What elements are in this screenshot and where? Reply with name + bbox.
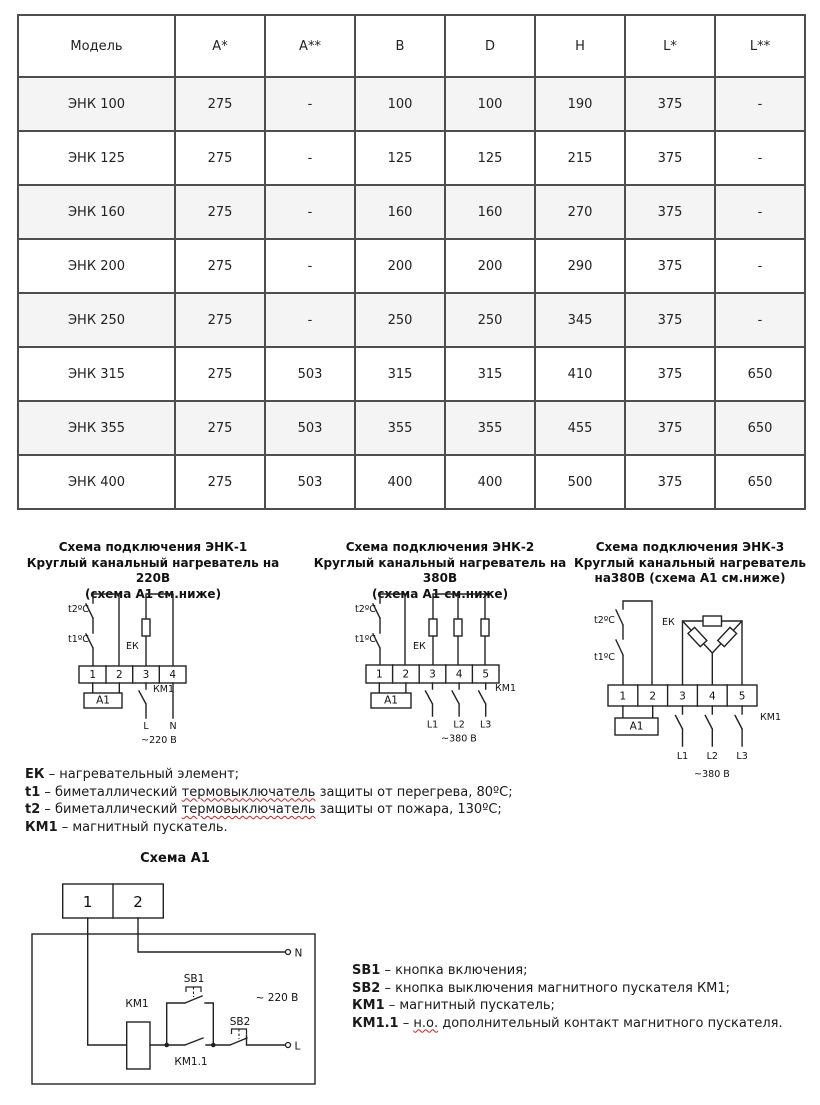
components-legend: [25, 766, 525, 836]
header-row: [18, 15, 805, 77]
table-row: [18, 455, 805, 509]
legend-sep: –: [380, 980, 396, 996]
scheme-a1-diagram: [25, 874, 325, 1094]
phase-label: L3: [480, 719, 492, 731]
legend-pre: нагревательный элемент;: [59, 767, 240, 782]
model-cell: ЭНК 250: [18, 293, 175, 347]
dimension-cell: 275: [175, 131, 265, 185]
dimension-cell: 275: [175, 347, 265, 401]
neutral-terminal-circle: [286, 950, 291, 955]
dimension-cell: 275: [175, 185, 265, 239]
legend-wavy: термовыключатель: [181, 784, 316, 800]
voltage-label: ~220 В: [141, 735, 177, 746]
t2-label: t2ºC: [68, 604, 89, 615]
legend-line: [352, 962, 792, 980]
dimension-cell: 650: [715, 401, 805, 455]
ek-label: ЕК: [126, 641, 139, 652]
neutral-label: N: [169, 721, 177, 732]
dimension-cell: 200: [355, 239, 445, 293]
sb2-label: SB2: [229, 1016, 251, 1028]
legend-post: защиты от перегрева, 80ºС;: [315, 784, 513, 800]
model-cell: ЭНК 400: [18, 455, 175, 509]
legend-pre: кнопка выключения магнитного пускателя КМ1;: [395, 980, 731, 996]
a1-stubs: [379, 683, 406, 693]
dimension-cell: 100: [355, 77, 445, 131]
dimension-cell: 650: [715, 455, 805, 509]
dimension-cell: 375: [625, 347, 715, 401]
heater-element-icon: [718, 627, 737, 646]
legend-post: защиты от пожара, 130ºС;: [315, 802, 502, 817]
table-row: [18, 347, 805, 401]
ek-label: ЕК: [413, 641, 426, 652]
header-b: B: [355, 15, 445, 77]
legend-pre: биметаллический: [55, 784, 182, 800]
dimension-cell: 375: [625, 185, 715, 239]
phase-label: L2: [706, 751, 718, 762]
terminal-number: 2: [115, 669, 123, 681]
heater-element-icon: [429, 619, 437, 636]
legend-sep: –: [380, 963, 396, 978]
table-row: [18, 401, 805, 455]
terminal-number: 5: [738, 690, 746, 703]
legend-term: ЕК: [25, 767, 45, 782]
dimension-cell: 250: [445, 293, 535, 347]
dimension-cell: 503: [265, 347, 355, 401]
enk2-schematic: [345, 588, 545, 753]
model-cell: ЭНК 100: [18, 77, 175, 131]
phase-l-label: L: [143, 721, 149, 732]
legend-sep: –: [57, 819, 73, 835]
terminal-number: 5: [482, 668, 490, 681]
legend-term: SB1: [352, 963, 381, 978]
terminal-number: 3: [429, 668, 436, 681]
dimension-cell: 345: [535, 293, 625, 347]
dimension-cell: 275: [175, 77, 265, 131]
dimension-cell: 125: [445, 131, 535, 185]
terminal-number: 3: [679, 690, 686, 703]
dimension-cell: -: [265, 293, 355, 347]
terminal-number: 2: [649, 690, 657, 703]
thermal-switch-branch: [616, 601, 652, 685]
a1-label: А1: [384, 694, 398, 707]
header-l1: L*: [625, 15, 715, 77]
t1-label: t1ºC: [68, 634, 89, 645]
t1-label: t1ºC: [355, 634, 376, 645]
a1-stubs: [93, 683, 120, 693]
legend-line: [25, 784, 525, 802]
t2-label: t2ºC: [355, 604, 376, 615]
legend-term: КМ1: [352, 998, 385, 1013]
legend-sep: –: [44, 767, 60, 782]
dimension-cell: 375: [625, 401, 715, 455]
terminal-number: 1: [89, 669, 97, 681]
enk1-schematic: [60, 588, 260, 753]
terminal-number: 1: [82, 893, 93, 911]
heater-element-icon: [688, 627, 707, 646]
neutral-label: N: [294, 947, 303, 960]
dimension-cell: 410: [535, 347, 625, 401]
terminal-number: 2: [402, 668, 410, 681]
dimension-cell: 160: [355, 185, 445, 239]
legend-line: [25, 766, 525, 784]
dimension-cell: 455: [535, 401, 625, 455]
table-row: [18, 293, 805, 347]
dimension-cell: -: [715, 131, 805, 185]
dimension-cell: 200: [445, 239, 535, 293]
voltage-label: ~ 220 В: [255, 992, 299, 1004]
a1-label: А1: [96, 694, 110, 707]
terminal-number: 2: [133, 893, 143, 911]
t1-label: t1ºC: [594, 652, 615, 663]
dimension-cell: 100: [445, 77, 535, 131]
ek-label: ЕК: [662, 617, 675, 628]
enk1-title-line3: (схема А1 см.ниже): [84, 586, 222, 601]
dimension-cell: 375: [625, 455, 715, 509]
thermal-switch-branch: [86, 594, 119, 666]
km1-label: КМ1: [495, 683, 516, 694]
dimension-cell: 275: [175, 401, 265, 455]
table-row: [18, 185, 805, 239]
header-h: H: [535, 15, 625, 77]
legend-sep: –: [384, 998, 400, 1013]
table-header: [18, 15, 805, 77]
legend-pre: биметаллический: [55, 802, 182, 817]
table-body: [18, 77, 805, 509]
model-cell: ЭНК 315: [18, 347, 175, 401]
enk3-schematic: [585, 588, 815, 788]
enk3-title: [565, 540, 815, 587]
header-model: Модель: [18, 15, 175, 77]
km1-label: КМ1: [125, 998, 149, 1010]
model-cell: ЭНК 160: [18, 185, 175, 239]
legend-line: [25, 801, 525, 819]
line-label: L: [294, 1040, 301, 1053]
heater-element-icon: [142, 619, 150, 636]
legend-sep: –: [40, 784, 56, 800]
dimension-cell: 375: [625, 239, 715, 293]
header-a2: A**: [265, 15, 355, 77]
dimension-cell: -: [715, 239, 805, 293]
a1-stubs: [623, 706, 653, 718]
dimension-cell: 355: [445, 401, 535, 455]
table-row: [18, 131, 805, 185]
dimension-cell: 375: [625, 77, 715, 131]
t2-label: t2ºC: [594, 615, 615, 626]
terminal-number: 4: [455, 668, 463, 681]
model-cell: ЭНК 355: [18, 401, 175, 455]
enk2-title-line3: (схема А1 см.ниже): [371, 586, 509, 601]
model-cell: ЭНК 200: [18, 239, 175, 293]
dimension-cell: -: [715, 77, 805, 131]
dimension-cell: 190: [535, 77, 625, 131]
header-d: D: [445, 15, 535, 77]
dimension-cell: 375: [625, 131, 715, 185]
dimension-cell: 250: [355, 293, 445, 347]
km11-label: КМ1.1: [174, 1056, 208, 1068]
enk1-title-line1: Схема подключения ЭНК-1: [58, 540, 248, 554]
contactor-contact-icon: [676, 706, 743, 746]
legend-line: [352, 1015, 792, 1033]
scheme-a1-title: Схема А1: [140, 851, 210, 866]
legend-pre: кнопка включения;: [395, 963, 528, 978]
legend-term: КМ1: [25, 819, 58, 835]
legend-line: [352, 980, 792, 998]
dimension-cell: -: [265, 77, 355, 131]
a1-label: А1: [629, 720, 644, 733]
km1-coil: [127, 1022, 150, 1069]
legend-term: КМ1.1: [352, 1015, 399, 1031]
sb1-label: SB1: [183, 973, 205, 985]
heater-element-icon: [454, 619, 462, 636]
phase-label: L3: [736, 751, 748, 762]
dimension-cell: 500: [535, 455, 625, 509]
dimension-cell: 160: [445, 185, 535, 239]
legend-term: SB2: [352, 980, 381, 996]
legend-wavy: термовыключатель: [181, 802, 316, 817]
header-a1: A*: [175, 15, 265, 77]
dimension-cell: 400: [355, 455, 445, 509]
enk2-title-line2: Круглый канальный нагреватель на 380В: [313, 555, 567, 585]
heater-element-icon: [481, 619, 489, 636]
dimension-cell: 275: [175, 239, 265, 293]
dimension-cell: 375: [625, 293, 715, 347]
legend-post: дополнительный контакт магнитного пускателя.: [438, 1015, 783, 1031]
thermal-switch-branch: [373, 594, 405, 665]
legend-wavy: н.о.: [413, 1015, 439, 1031]
scheme-a1-legend: [352, 962, 792, 1032]
voltage-label: ~380 В: [441, 733, 477, 745]
terminal-number: 1: [619, 690, 627, 703]
terminal-number: 1: [375, 668, 383, 681]
model-cell: ЭНК 125: [18, 131, 175, 185]
dimension-cell: 650: [715, 347, 805, 401]
heater-element-icon: [703, 616, 722, 626]
legend-line: [25, 819, 525, 837]
voltage-label: ~380 В: [694, 769, 730, 780]
terminal-number: 4: [169, 669, 177, 681]
contactor-contact-icon: [426, 683, 486, 716]
legend-term: t2: [25, 802, 41, 817]
phase-label: L1: [426, 719, 439, 731]
dimension-cell: 125: [355, 131, 445, 185]
dimension-cell: -: [265, 185, 355, 239]
terminal-number: 3: [142, 669, 150, 681]
table-row: [18, 77, 805, 131]
dimension-cell: 315: [355, 347, 445, 401]
enk3-title-line1: Схема подключения ЭНК-3: [595, 540, 785, 554]
enk2-title-line1: Схема подключения ЭНК-2: [345, 540, 535, 554]
dimension-cell: 503: [265, 455, 355, 509]
dimension-cell: -: [265, 239, 355, 293]
terminal-number: 4: [708, 690, 716, 703]
dimension-cell: 270: [535, 185, 625, 239]
dimension-cell: 215: [535, 131, 625, 185]
legend-term: t1: [25, 784, 41, 800]
dimension-cell: 400: [445, 455, 535, 509]
legend-sep: –: [398, 1015, 414, 1031]
enk1-title-line2: Круглый канальный нагреватель на 220В: [26, 555, 280, 585]
enk3-title-line3: на380В (схема А1 см.ниже): [594, 571, 786, 585]
table-row: [18, 239, 805, 293]
phase-label: L2: [453, 719, 465, 731]
dimension-cell: 290: [535, 239, 625, 293]
dimension-cell: 503: [265, 401, 355, 455]
line-terminal-circle: [286, 1043, 291, 1048]
legend-line: [352, 997, 792, 1015]
dimension-cell: 355: [355, 401, 445, 455]
dimension-cell: -: [715, 293, 805, 347]
dimension-cell: 275: [175, 455, 265, 509]
dimension-cell: -: [715, 185, 805, 239]
scheme-a1-section: [25, 851, 325, 1096]
legend-sep: –: [40, 802, 56, 817]
dimension-cell: 315: [445, 347, 535, 401]
enk3-title-line2: Круглый канальный нагреватель: [573, 555, 806, 570]
legend-pre: магнитный пускатель.: [72, 819, 228, 835]
km1-label: КМ1: [760, 712, 781, 723]
dimensions-table: [17, 14, 806, 510]
km1-label: КМ1: [153, 684, 174, 695]
phase-label: L1: [676, 751, 689, 762]
dimension-cell: 275: [175, 293, 265, 347]
dimension-cell: -: [265, 131, 355, 185]
header-l2: L**: [715, 15, 805, 77]
legend-pre: магнитный пускатель;: [399, 998, 555, 1013]
